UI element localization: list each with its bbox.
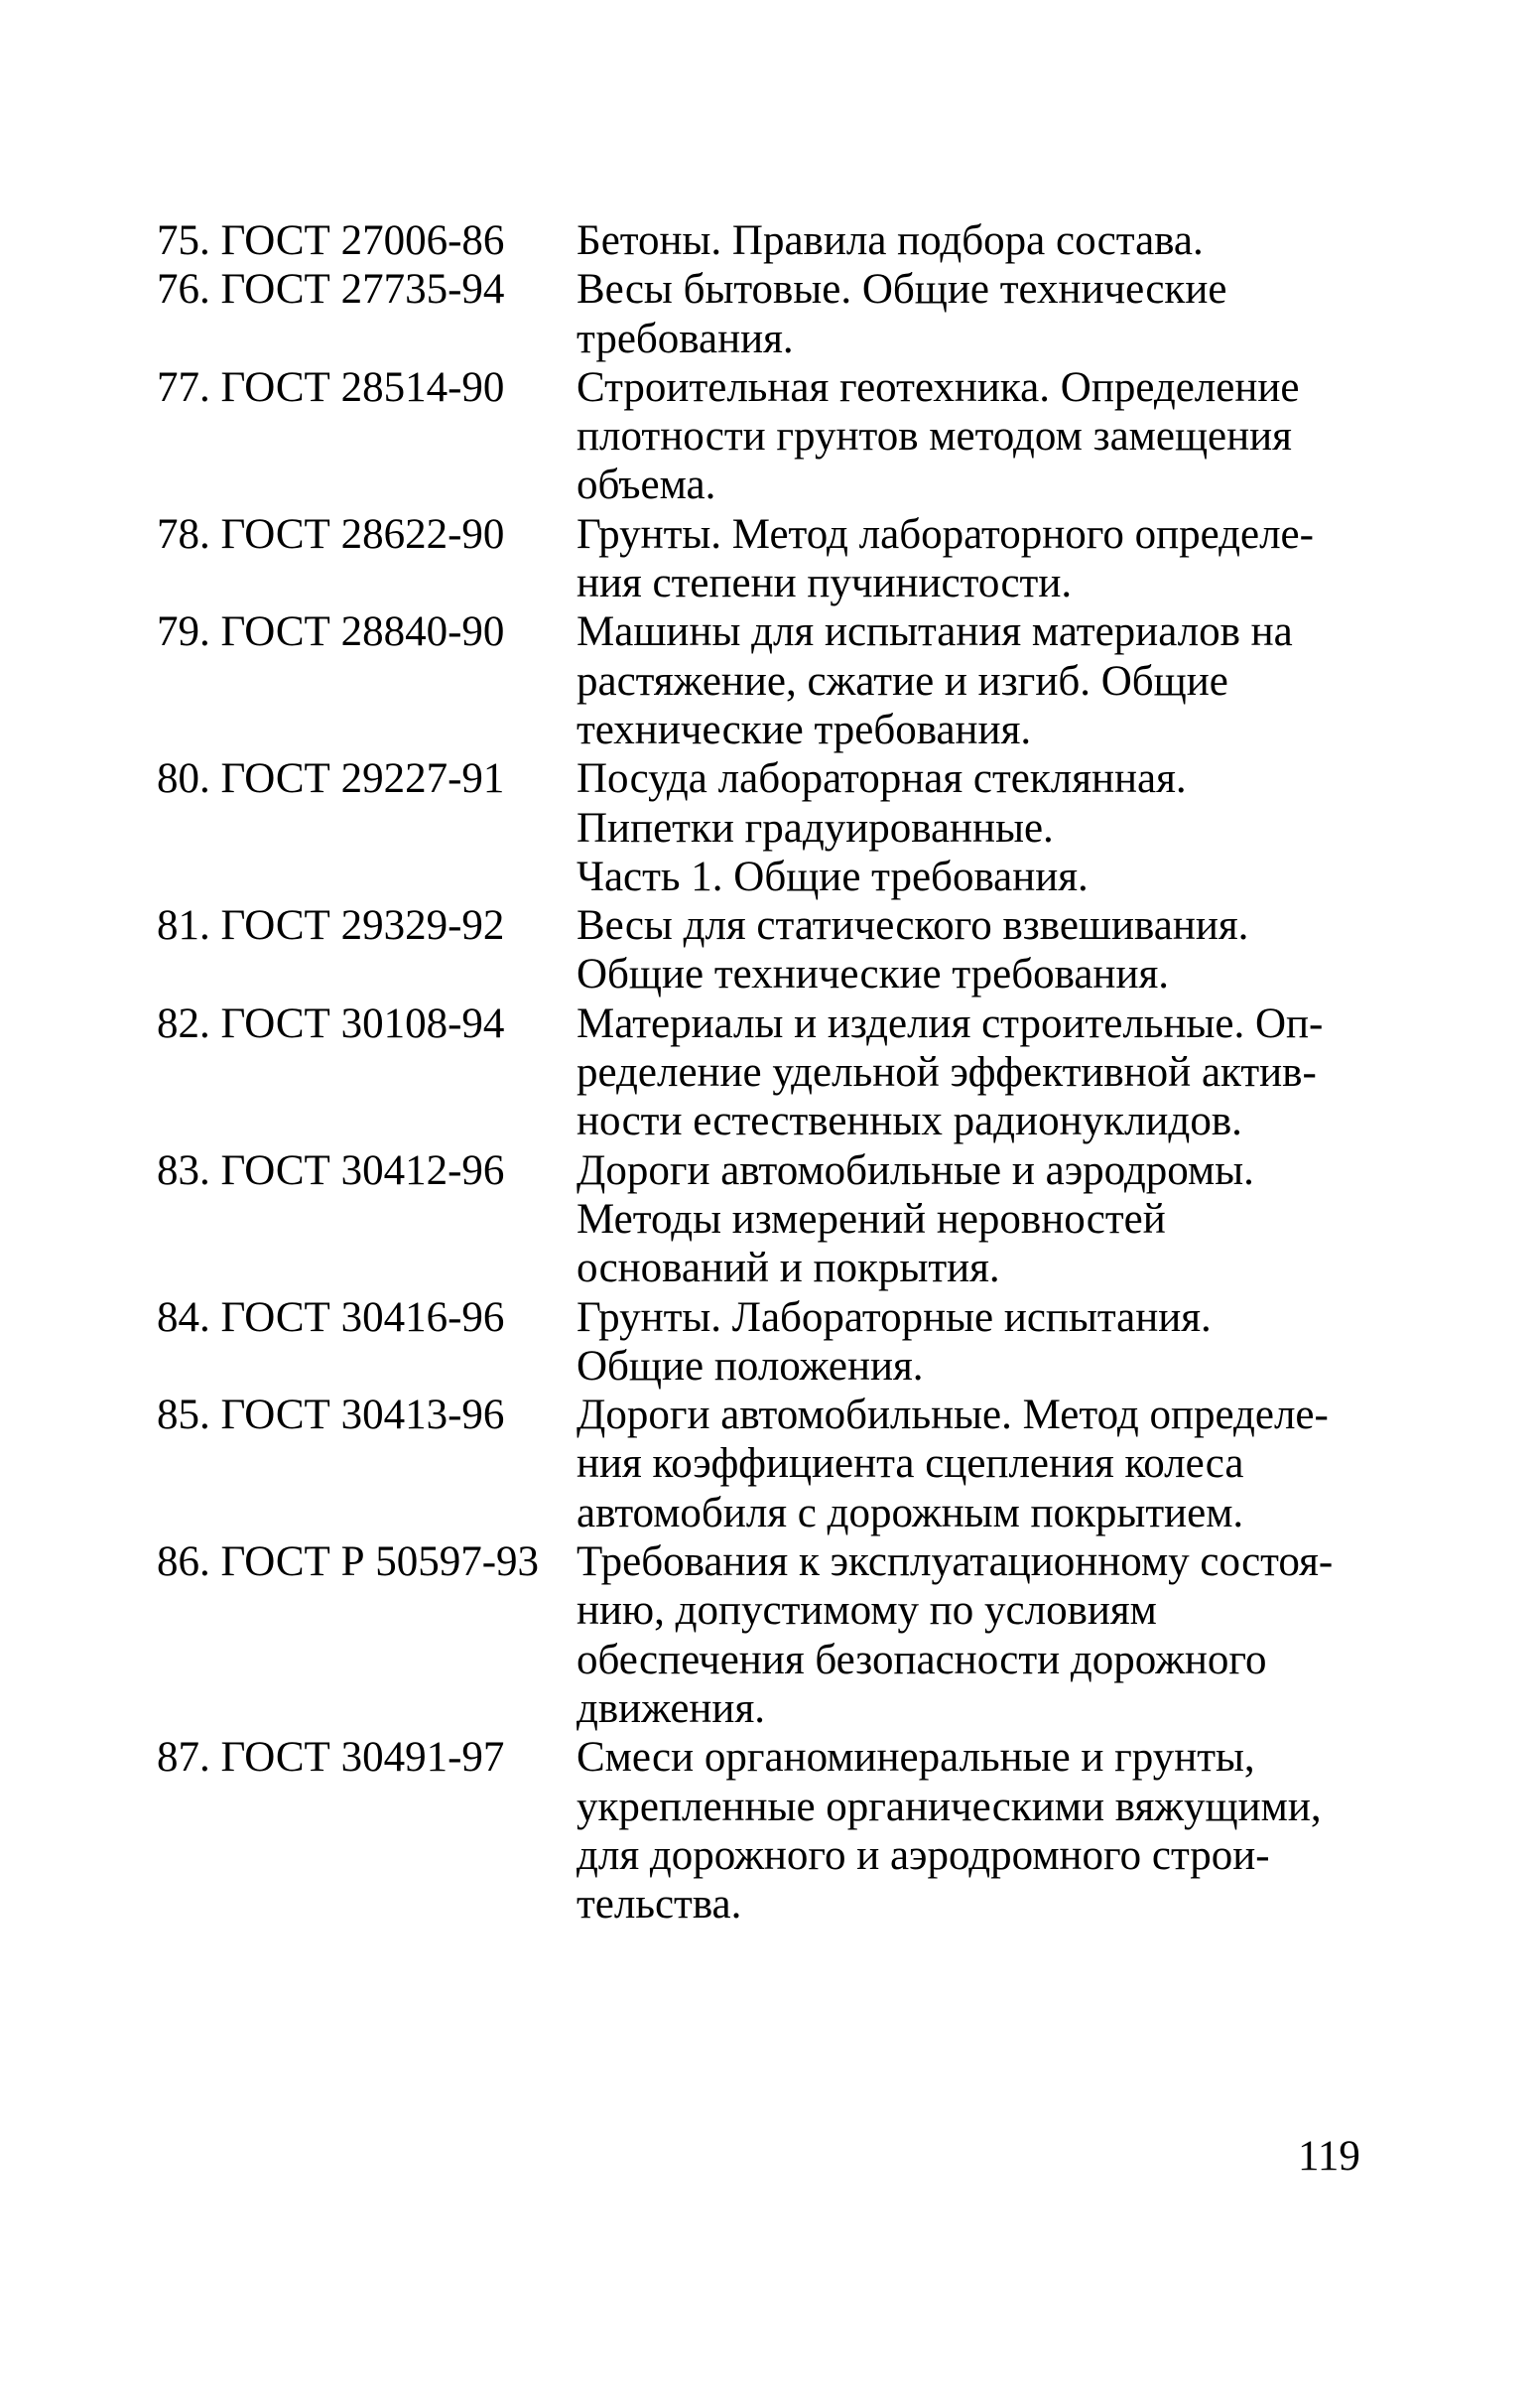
reference-description-line: движения. bbox=[577, 1684, 765, 1732]
reference-description-line: обеспечения безопасности дорожного bbox=[577, 1636, 1267, 1683]
reference-description-line: Грунты. Метод лабораторного определе- bbox=[577, 510, 1314, 558]
reference-description-line: нию, допустимому по условиям bbox=[577, 1587, 1157, 1635]
reference-description-line: Смеси органоминеральные и грунты, bbox=[577, 1734, 1255, 1782]
reference-description-line: Строительная геотехника. Определение bbox=[577, 363, 1300, 411]
reference-description-line: ния степени пучинистости. bbox=[577, 560, 1073, 607]
reference-item bbox=[157, 999, 1377, 1146]
reference-item bbox=[157, 754, 1377, 901]
reference-description bbox=[577, 901, 1377, 999]
reference-description-line: Машины для испытания материалов на bbox=[577, 608, 1293, 656]
reference-description bbox=[577, 363, 1377, 510]
reference-description-line: ределение удельной эффективной актив- bbox=[577, 1049, 1317, 1097]
reference-code: 87. ГОСТ 30491-97 bbox=[157, 1734, 505, 1782]
reference-description-line: плотности грунтов методом замещения bbox=[577, 413, 1292, 461]
reference-description-line: для дорожного и аэродромного строи- bbox=[577, 1831, 1270, 1879]
reference-item bbox=[157, 363, 1377, 510]
reference-description bbox=[577, 1146, 1377, 1293]
reference-description-line: ния коэффициента сцепления колеса bbox=[577, 1440, 1244, 1488]
reference-description-line: тельства. bbox=[577, 1881, 742, 1928]
reference-description bbox=[577, 1733, 1377, 1928]
reference-code: 80. ГОСТ 29227-91 bbox=[157, 755, 505, 803]
reference-description-line: Весы для статического взвешивания. bbox=[577, 902, 1249, 950]
reference-description-line: автомобиля с дорожным покрытием. bbox=[577, 1489, 1244, 1536]
reference-code: 78. ГОСТ 28622-90 bbox=[157, 510, 505, 558]
reference-code: 75. ГОСТ 27006-86 bbox=[157, 217, 505, 264]
reference-description-line: Методы измерений неровностей bbox=[577, 1195, 1166, 1243]
reference-description-line: ности естественных радионуклидов. bbox=[577, 1098, 1242, 1145]
reference-description-line: Материалы и изделия строительные. Оп- bbox=[577, 999, 1324, 1047]
reference-code: 83. ГОСТ 30412-96 bbox=[157, 1146, 505, 1194]
reference-description-line: Общие технические требования. bbox=[577, 951, 1169, 998]
reference-code: 79. ГОСТ 28840-90 bbox=[157, 608, 505, 656]
reference-description bbox=[577, 265, 1377, 363]
reference-description bbox=[577, 1537, 1377, 1733]
reference-code: 81. ГОСТ 29329-92 bbox=[157, 902, 505, 950]
reference-description bbox=[577, 216, 1377, 265]
reference-description-line: Часть 1. Общие требования. bbox=[577, 853, 1089, 900]
reference-code: 84. ГОСТ 30416-96 bbox=[157, 1293, 505, 1341]
reference-description bbox=[577, 510, 1377, 608]
reference-description-line: оснований и покрытия. bbox=[577, 1245, 1000, 1292]
reference-code: 77. ГОСТ 28514-90 bbox=[157, 363, 505, 411]
reference-code: 82. ГОСТ 30108-94 bbox=[157, 999, 505, 1047]
reference-item bbox=[157, 510, 1377, 608]
reference-code: 85. ГОСТ 30413-96 bbox=[157, 1392, 505, 1439]
reference-code: 86. ГОСТ Р 50597-93 bbox=[157, 1538, 540, 1586]
reference-description bbox=[577, 999, 1377, 1146]
reference-code: 76. ГОСТ 27735-94 bbox=[157, 266, 505, 314]
reference-description-line: Требования к эксплуатационному состоя- bbox=[577, 1538, 1334, 1586]
reference-description-line: Весы бытовые. Общие технические bbox=[577, 266, 1227, 314]
reference-description bbox=[577, 754, 1377, 901]
reference-description bbox=[577, 1293, 1377, 1392]
reference-item bbox=[157, 1733, 1377, 1928]
reference-item bbox=[157, 607, 1377, 754]
reference-item bbox=[157, 901, 1377, 999]
reference-description-line: растяжение, сжатие и изгиб. Общие bbox=[577, 657, 1228, 705]
reference-list bbox=[157, 216, 1377, 1928]
reference-description bbox=[577, 607, 1377, 754]
reference-description bbox=[577, 1391, 1377, 1537]
reference-description-line: укрепленные органическими вяжущими, bbox=[577, 1783, 1322, 1830]
reference-description-line: технические требования. bbox=[577, 706, 1032, 753]
reference-item bbox=[157, 1146, 1377, 1293]
reference-description-line: Общие положения. bbox=[577, 1342, 924, 1390]
reference-description-line: Дороги автомобильные. Метод определе- bbox=[577, 1392, 1329, 1439]
reference-description-line: требования. bbox=[577, 315, 794, 362]
reference-description-line: Дороги автомобильные и аэродромы. bbox=[577, 1146, 1254, 1194]
page-number: 119 bbox=[1298, 2133, 1360, 2180]
reference-item bbox=[157, 265, 1377, 363]
reference-description-line: Пипетки градуированные. bbox=[577, 804, 1054, 852]
reference-description-line: Посуда лабораторная стеклянная. bbox=[577, 755, 1187, 803]
reference-description-line: Бетоны. Правила подбора состава. bbox=[577, 217, 1204, 264]
reference-item bbox=[157, 1391, 1377, 1537]
reference-description-line: Грунты. Лабораторные испытания. bbox=[577, 1293, 1212, 1341]
reference-item bbox=[157, 1293, 1377, 1392]
reference-item bbox=[157, 1537, 1377, 1733]
reference-description-line: объема. bbox=[577, 462, 716, 509]
reference-item bbox=[157, 216, 1377, 265]
